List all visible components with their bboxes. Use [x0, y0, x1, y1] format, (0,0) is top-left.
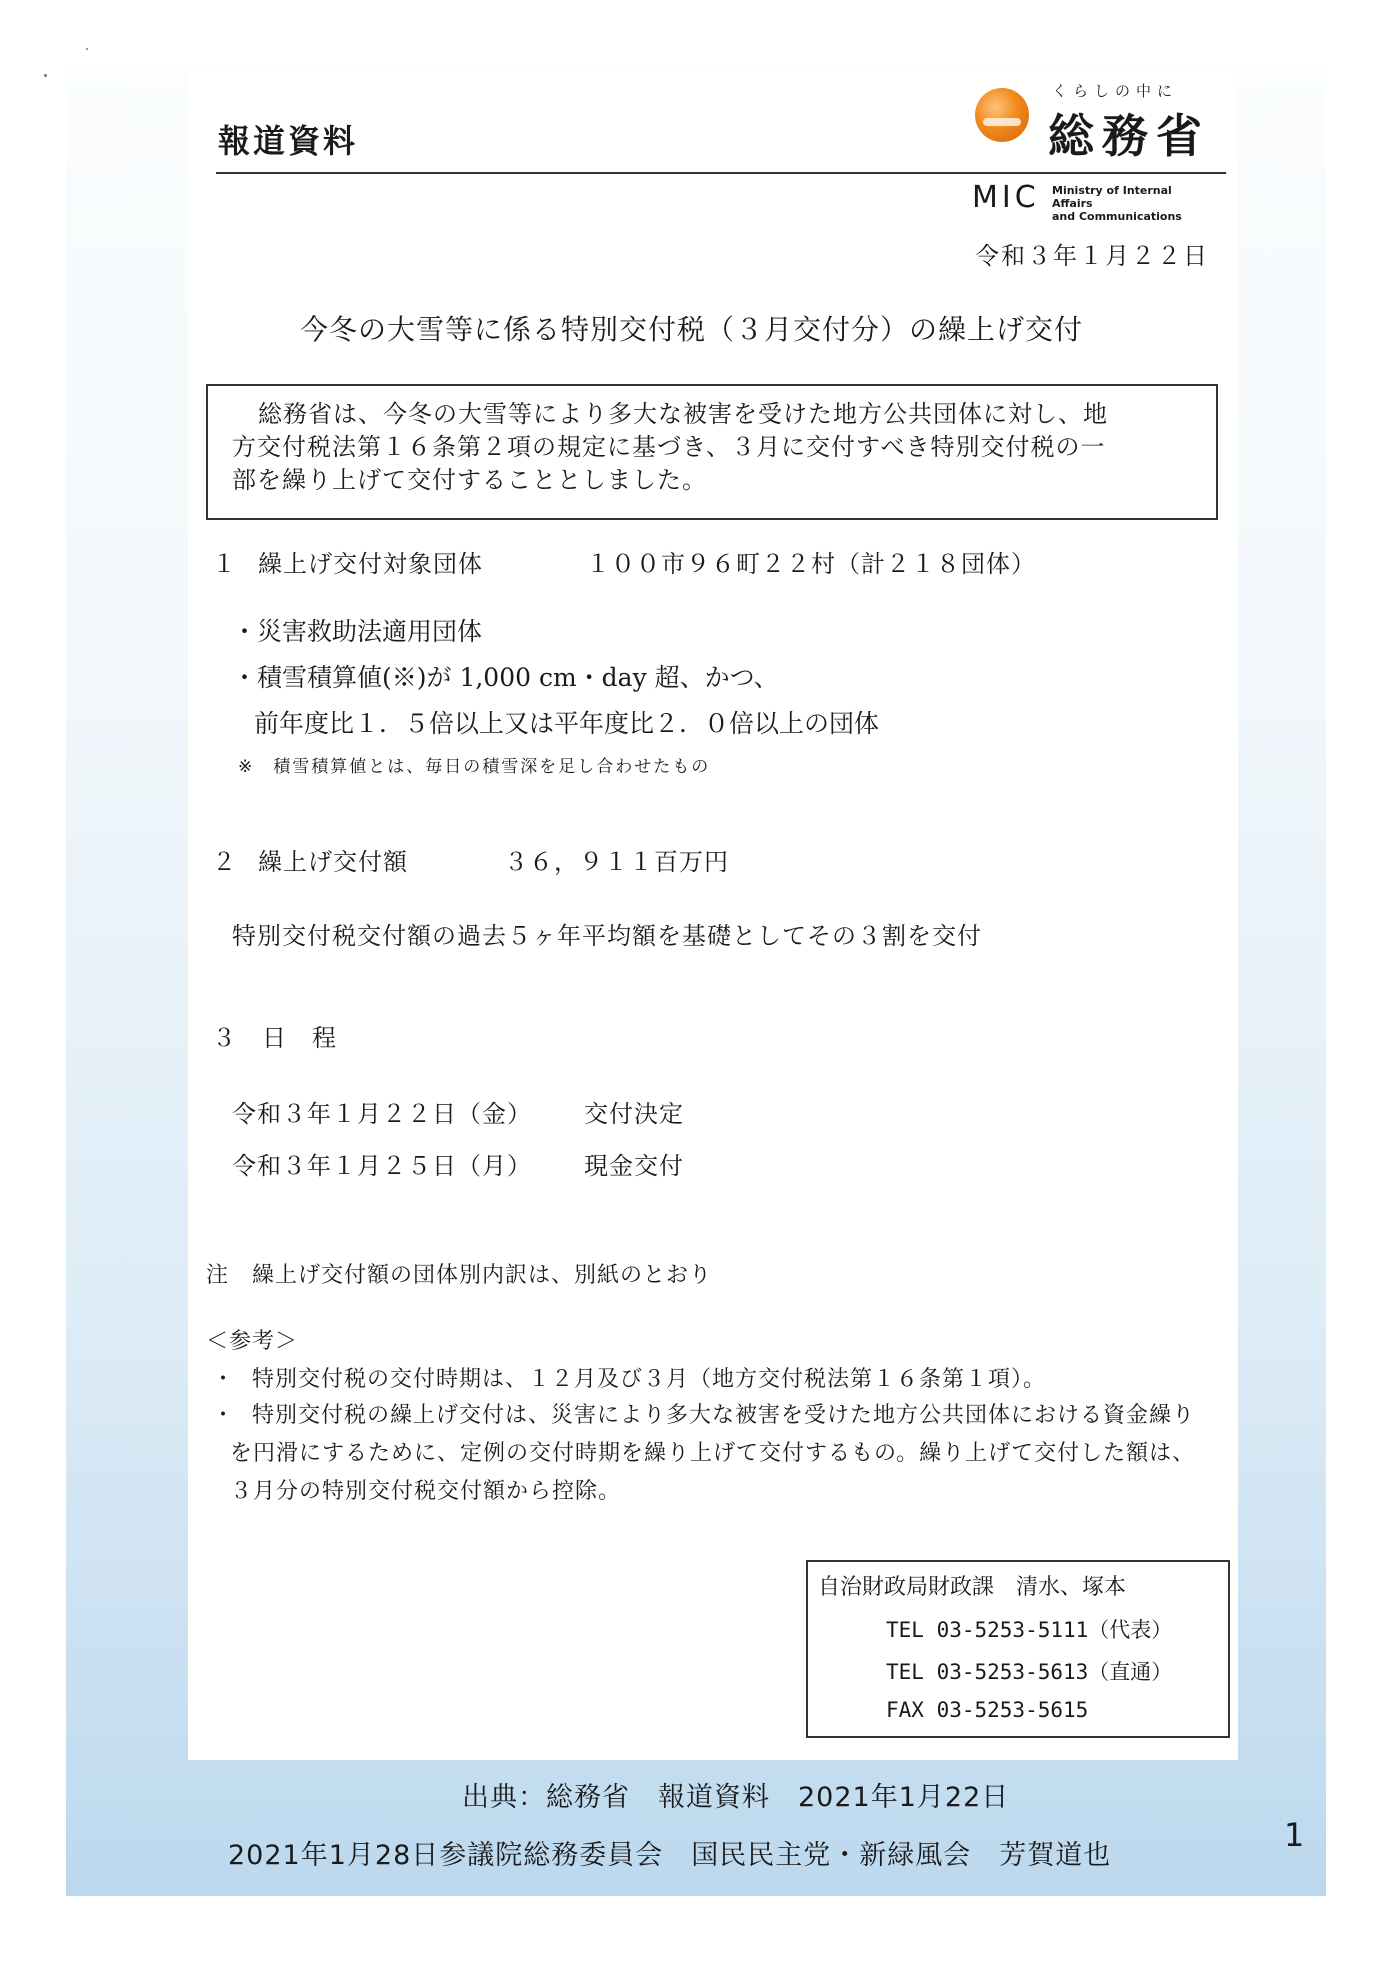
summary-line: 部を繰り上げて交付することとしました。 [232, 466, 707, 494]
release-date: 令和３年１月２２日 [975, 242, 1209, 270]
logo-abbreviation: MIC [972, 180, 1040, 215]
scan-speck [44, 74, 47, 77]
schedule-event: 交付決定 [584, 1100, 684, 1128]
section-2-body: 特別交付税交付額の過去５ヶ年平均額を基礎としてその３割を交付 [232, 922, 982, 950]
logo-ministry-name: 総務省 [1048, 109, 1210, 163]
contact-phone: TEL 03-5253-5111（代表） [886, 1618, 1173, 1642]
logo-english-name [1052, 184, 1212, 223]
reference-bullet: ・ [212, 1367, 236, 1392]
logo-english-line: and Communications [1052, 210, 1182, 223]
reference-bullet: ・ [212, 1403, 236, 1428]
reference-item: を円滑にするために、定例の交付時期を繰り上げて交付するもの。繰り上げて交付した額は、 [230, 1441, 1196, 1466]
section-1-value: １００市９６町２２村（計２１８団体） [586, 550, 1036, 578]
section-2-number: ２ [212, 848, 237, 876]
summary-line: 方交付税法第１６条第２項の規定に基づき、３月に交付すべき特別交付税の一 [232, 433, 1106, 461]
criteria-bullet: ・災害救助法適用団体 [232, 617, 483, 646]
summary-line: 総務省は、今冬の大雪等により多大な被害を受けた地方公共団体に対し、地 [258, 400, 1108, 428]
logo-english-line: Ministry of Internal Affairs [1052, 184, 1172, 210]
criteria-footnote: ※ 積雪積算値とは、毎日の積雪深を足し合わせたもの [238, 757, 711, 777]
summary-box [206, 384, 1218, 520]
section-3-number: ３ [212, 1024, 237, 1052]
citation-caption: 2021年1月28日参議院総務委員会 国民民主党・新緑風会 芳賀道也 [228, 1840, 1112, 1871]
contact-phone: TEL 03-5253-5613（直通） [886, 1660, 1173, 1684]
section-1-heading: 繰上げ交付対象団体 [258, 550, 483, 578]
reference-item: 特別交付税の繰上げ交付は、災害により多大な被害を受けた地方公共団体における資金繰り [252, 1403, 1196, 1428]
section-3-heading: 日 程 [262, 1024, 337, 1052]
contact-fax: FAX 03-5253-5615 [886, 1698, 1089, 1722]
press-release-label: 報道資料 [218, 122, 359, 160]
source-caption: 出典：総務省 報道資料 2021年1月22日 [462, 1782, 1010, 1813]
section-2-heading: 繰上げ交付額 [258, 848, 408, 876]
reference-heading: ＜参考＞ [206, 1329, 299, 1354]
criteria-bullet-continued: 前年度比１．５倍以上又は平年度比２．０倍以上の団体 [254, 709, 880, 738]
schedule-event: 現金交付 [584, 1152, 684, 1180]
note-text: 繰上げ交付額の団体別内訳は、別紙のとおり [252, 1263, 713, 1288]
document-title: 今冬の大雪等に係る特別交付税（３月交付分）の繰上げ交付 [300, 313, 1084, 346]
header-rule [216, 172, 1226, 174]
contact-department: 自治財政局財政課 清水、塚本 [818, 1575, 1127, 1600]
note-label: 注 [206, 1263, 230, 1288]
schedule-date: 令和３年１月２５日（月） [232, 1152, 532, 1180]
section-2-value: ３６，９１１百万円 [504, 848, 729, 876]
logo-tagline: くらしの中に [1052, 82, 1179, 100]
reference-item: ３月分の特別交付税交付額から控除。 [230, 1479, 622, 1504]
section-1-number: １ [212, 550, 237, 578]
page-number: 1 [1284, 1816, 1305, 1854]
schedule-date: 令和３年１月２２日（金） [232, 1100, 532, 1128]
reference-item: 特別交付税の交付時期は、１２月及び３月（地方交付税法第１６条第１項）。 [252, 1367, 1047, 1392]
mic-logo-mark [975, 88, 1029, 142]
scan-speck [86, 48, 88, 50]
criteria-bullet: ・積雪積算値(※)が 1,000 cm・day 超、かつ、 [232, 663, 779, 692]
